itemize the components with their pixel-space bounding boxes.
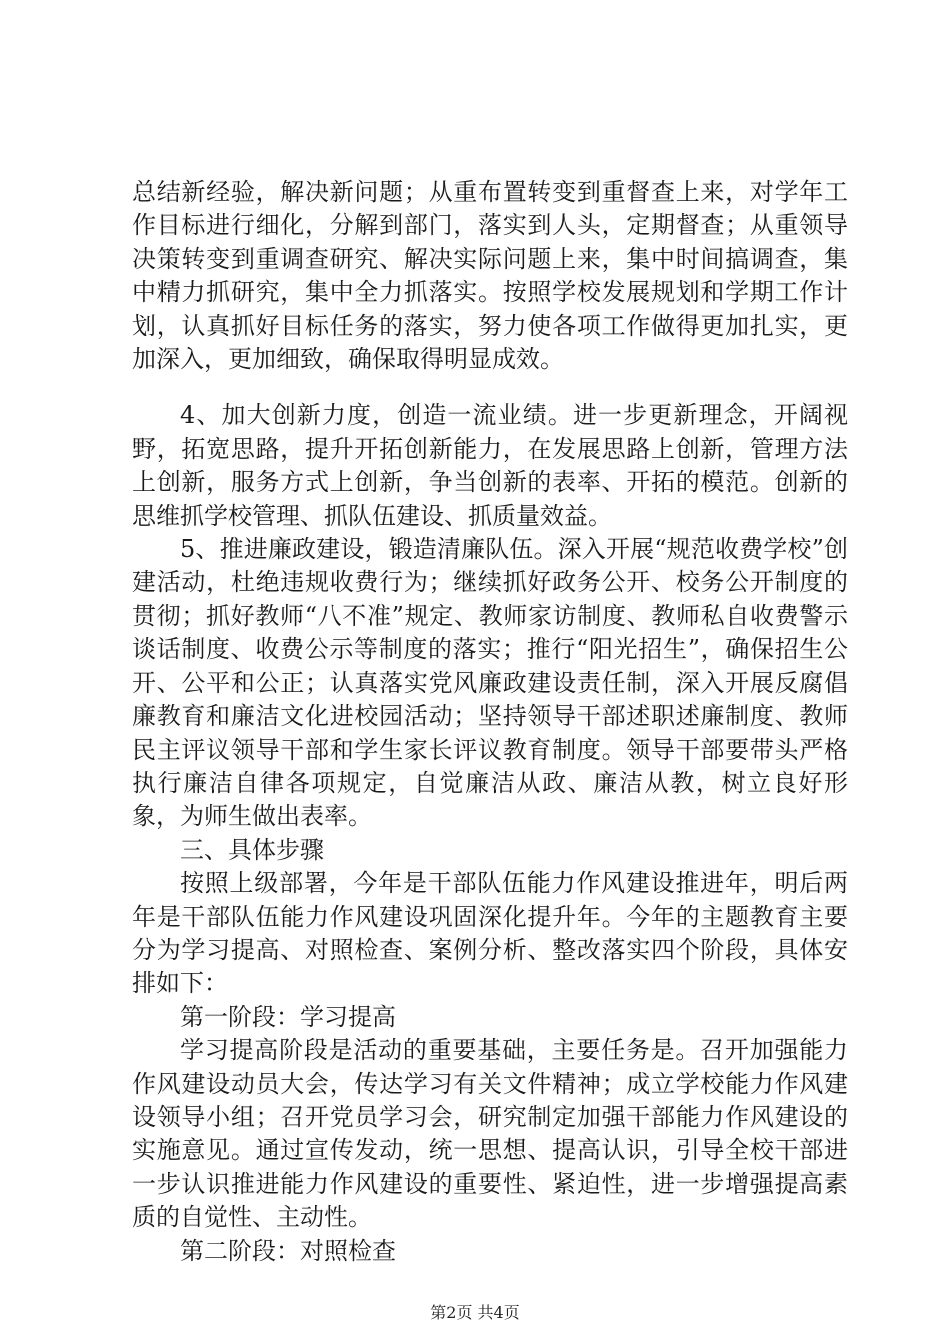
page-footer: 第2页 共4页 xyxy=(430,1303,520,1322)
paragraph: 4、加大创新力度，创造一流业绩。进一步更新理念，开阔视野，拓宽思路，提升开拓创新能力，在发展思路上创新，管理方法上创新，服务方式上创新，争当创新的表率、开拓的模范。创新的思维抓学校管理、抓队伍建设、抓质量效益。 xyxy=(132,401,848,530)
subsection-heading: 第二阶段：对照检查 xyxy=(180,1236,396,1265)
document-body xyxy=(132,176,848,1268)
paragraph: 学习提高阶段是活动的重要基础，主要任务是。召开加强能力作风建设动员大会，传达学习有关文件精神；成立学校能力作风建设领导小组；召开党员学习会，研究制定加强干部能力作风建设的实施意见。通过宣传发动，统一思想、提高认识，引导全校干部进一步认识推进能力作风建设的重要性、紧迫性，进一步增强提高素质的自觉性、主动性。 xyxy=(132,1036,848,1232)
subsection-heading: 第一阶段：学习提高 xyxy=(180,1002,396,1031)
paragraph: 按照上级部署，今年是干部队伍能力作风建设推进年，明后两年是干部队伍能力作风建设巩固深化提升年。今年的主题教育主要分为学习提高、对照检查、案例分析、整改落实四个阶段，具体安排如下： xyxy=(132,869,848,998)
paragraph: 5、推进廉政建设，锻造清廉队伍。深入开展“规范收费学校”创建活动，杜绝违规收费行为；继续抓好政务公开、校务公开制度的贯彻；抓好教师“八不准”规定、教师家访制度、教师私自收费警示谈话制度、收费公示等制度的落实；推行“阳光招生”，确保招生公开、公平和公正；认真落实党风廉政建设责任制，深入开展反腐倡廉教育和廉洁文化进校园活动；坚持领导干部述职述廉制度、教师民主评议领导干部和学生家长评议教育制度。领导干部要带头严格执行廉洁自律各项规定，自觉廉洁从政、廉洁从教，树立良好形象，为师生做出表率。 xyxy=(132,535,848,831)
section-heading: 三、具体步骤 xyxy=(180,835,324,864)
paragraph: 总结新经验，解决新问题；从重布置转变到重督查上来，对学年工作目标进行细化，分解到部门，落实到人头，定期督查；从重领导决策转变到重调查研究、解决实际问题上来，集中时间搞调查，集中精力抓研究，集中全力抓落实。按照学校发展规划和学期工作计划，认真抓好目标任务的落实，努力使各项工作做得更加扎实，更加深入，更加细致，确保取得明显成效。 xyxy=(132,178,848,374)
